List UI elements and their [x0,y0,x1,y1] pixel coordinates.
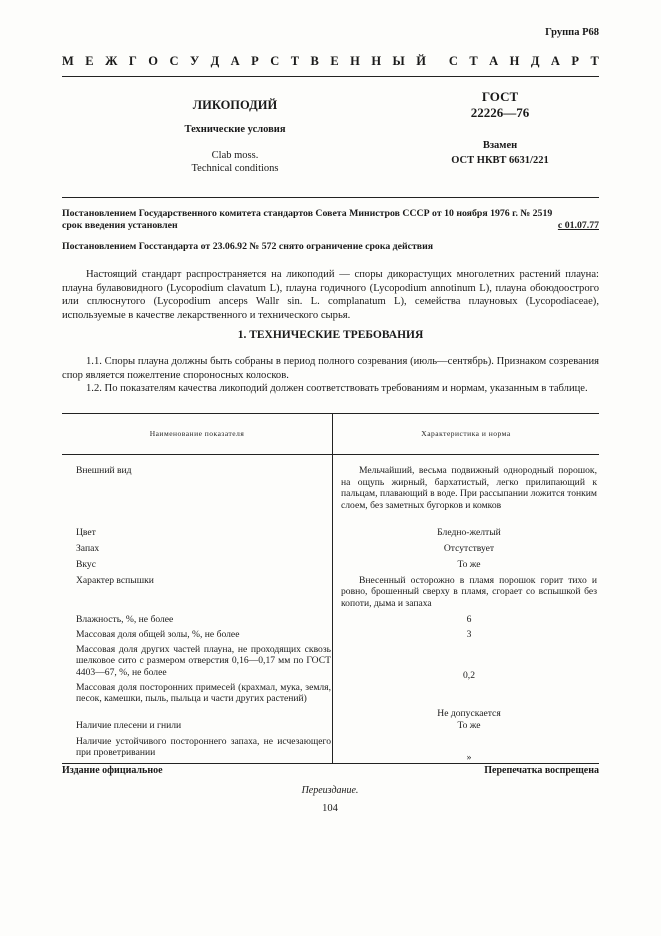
table-cell-name: Вкус [62,559,333,575]
table-cell-name: Влажность, %, не более [62,614,333,629]
requirements-table [62,413,599,764]
table-header-norm: Характеристика и норма [333,414,600,455]
paragraph-1-2 [62,382,599,396]
heading-letter: Т [469,54,478,68]
effective-date: с 01.07.77 [557,220,599,231]
table-cell-value: 0,2 [463,670,475,681]
table-cell-value: Бледно-желтый [437,526,501,538]
english-title [140,149,330,175]
gost-designation [420,89,580,121]
decree-line-3: Постановлением Госстандарта от 23.06.92 № 572 снято ограничение срока действия [62,241,434,252]
table-cell-name: Характер вспышки [62,575,333,614]
table-cell-name: Цвет [62,527,333,543]
heading-letter: Н [350,54,360,68]
heading-letter: Д [210,54,220,68]
heading-letter: Н [509,54,520,68]
replaces-value: ОСТ НКВТ 6631/221 [451,155,549,166]
gost-label: ГОСТ [481,89,519,104]
table-cell-value: Внесенный осторожно в пламя порошок горит тихо и ровно, брошенный сверху в пламя, сгорает со вспышкой без копоти, дыма и запаха [341,574,597,609]
heading-letter: В [310,54,319,68]
heading-letter: Ы [392,54,405,68]
table-cell-name: Внешний вид [62,455,333,527]
paragraph-1-2-text: 1.2. По показателям качества ликоподий должен соответствовать требованиям и нормам, указанным в таблице. [86,383,588,394]
heading-letter: Т [290,54,300,68]
document-title: ЛИКОПОДИЙ [192,98,278,112]
heading-letter: Й [416,54,426,68]
intro-text: Настоящий стандарт распространяется на ликоподий — споры дикорастущих многолетних растений плауна: плауна булавовидного (Lycopodium clavatum L), плауна годичного (Lycopodium annotinum L), плауна обоюдоострого или сплюснутого (Lycopodium anceps Wallr sin. L. complanatum L), семейства плауновых (Lycopodiaceae), используемые в качестве лекарственного и технического сырья. [62,269,599,321]
gost-number: 22226—76 [470,105,530,120]
page-number: 104 [322,803,338,814]
table-row [62,736,599,764]
table-row [62,455,599,527]
group-code: Группа Р68 [545,27,599,38]
effective-date-label: срок введения установлен [62,220,178,231]
table-row [62,682,599,720]
table-cell-value: Отсутствует [443,542,495,554]
heading-letter: Н [371,54,382,68]
top-rule [62,76,599,77]
table-cell-value: То же [457,558,481,570]
heading-letter: Р [251,54,259,68]
table-cell-name: Запах [62,543,333,559]
decree-line-1: Постановлением Государственного комитета стандартов Совета Министров СССР от 10 ноября 1976 г. № 2519 [62,208,553,219]
paragraph-1-1 [62,355,599,382]
heading-letter: Г [128,54,137,68]
official-edition-label: Издание официальное [62,765,163,776]
section-title: 1. ТЕХНИЧЕСКИЕ ТРЕБОВАНИЯ [237,329,424,341]
heading-letter: С [270,54,280,68]
table-row [62,543,599,559]
table-row [62,527,599,543]
table-cell-value: 3 [466,628,472,640]
table-cell-name: Наличие плесени и гнили [62,720,333,736]
table-row [62,559,599,575]
table-cell-name: Наличие устойчивого постороннего запаха, не исчезающего при проветривании [62,736,333,764]
table-row [62,720,599,736]
table-cell-value: Мельчайший, весьма подвижный однородный порошок, на ощупь жирный, бархатистый, легко прилипающий к пальцам, плавающий в воде. При рассыпании ложится тонким слоем, без заметных бугорков и комков [341,465,597,511]
table-row [62,614,599,629]
heading-letter: Р [571,54,580,68]
table-row [62,629,599,644]
heading-letter: Ж [105,54,118,68]
heading-letter: О [148,54,159,68]
heading-letter: С [169,54,179,68]
table-cell-name: Массовая доля общей золы, %, не более [62,629,333,644]
table-row [62,575,599,614]
table-cell-value: Не допускается [437,708,501,719]
table-cell-name: Массовая доля посторонних примесей (крахмал, мука, земля, песок, камешки, пыль, пыльца и части других растений) [62,682,333,720]
table-cell-value: То же [457,719,481,731]
heading-letter: Е [85,54,94,68]
document-subtitle: Технические условия [184,124,286,135]
table-header-indicator: Наименование показателя [62,414,333,455]
table-header-row [62,414,599,455]
heading-letter: С [448,54,458,68]
replaces-block [420,138,580,168]
paragraph-1-1-text: 1.1. Споры плауна должны быть собраны в период полного созревания (июль—сентябрь). Признаком созревания спор является пожелтение спороносных колосков. [62,356,599,381]
heading-letter: А [550,54,560,68]
heading-letter: Е [330,54,339,68]
heading-letter: М [62,54,74,68]
reprint-prohibited-label: Перепечатка воспрещена [484,765,599,776]
english-title-line-2: Technical conditions [191,163,279,174]
heading-letter: А [230,54,240,68]
reprint-note: Переиздание. [301,785,359,796]
intro-paragraph [62,268,599,322]
heading-letter: А [489,54,499,68]
middle-rule [62,197,599,198]
english-title-line-1: Clab moss. [211,150,259,161]
decree-line-2 [62,220,599,232]
heading-letter: У [189,54,200,68]
table-row [62,644,599,682]
table-cell-value: 6 [466,613,472,625]
replaces-label: Взамен [482,140,518,151]
heading-letter: Д [530,54,540,68]
interstate-standard-heading [62,54,599,69]
heading-letter: Т [590,54,599,68]
table-cell-value: » [333,736,600,764]
table-cell-name: Массовая доля других частей плауна, не проходящих сквозь шелковое сито с размером отверстия 0,16—0,17 мм по ГОСТ 4403—67, %, не более [62,644,333,682]
